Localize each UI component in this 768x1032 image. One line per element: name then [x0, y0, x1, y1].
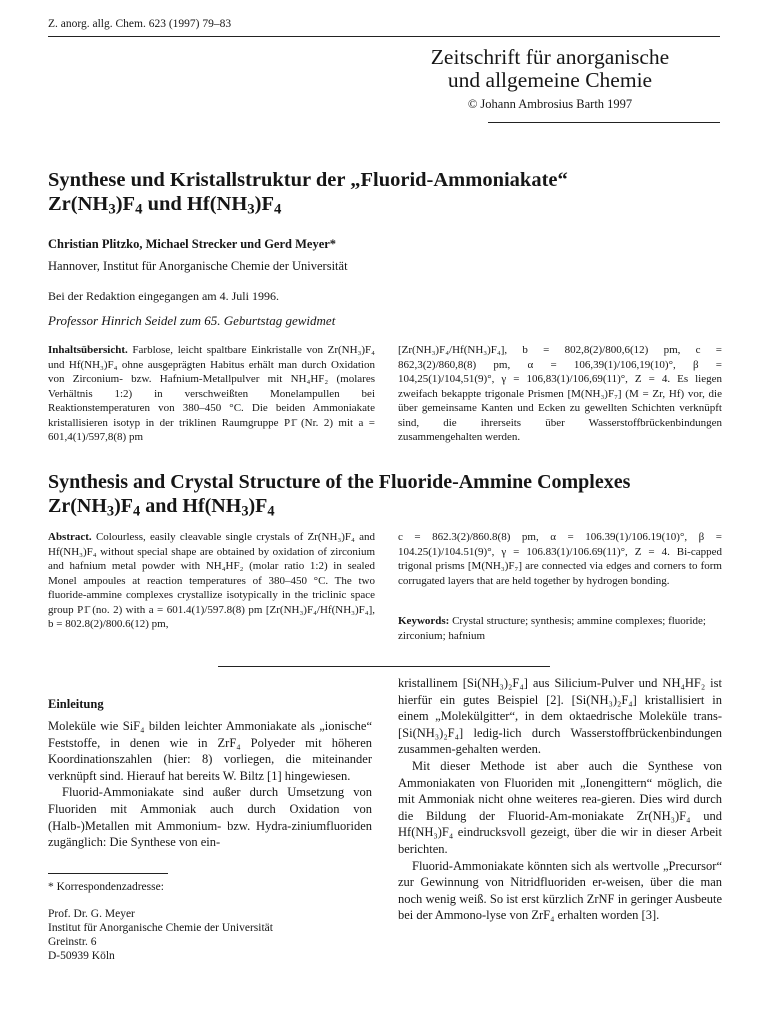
english-title-line-1: Synthesis and Crystal Structure of the Fluoride-Ammine Complexes	[48, 471, 631, 493]
body-paragraph: kristallinem [Si(NH₃)₂F₄] aus Silicium-Pulver und NH₄HF₂ ist hierfür ein gutes Beispiel [2]. [Si(NH₃)₂F₄] kristallisiert in einem „Molekülgitter“, in dem oktaedrische Moleküle trans-[Si(NH₃)₂F₄] ledig-lich durch Wasserstoffbrückenbindungen zusammen-gehalten werden.	[398, 676, 722, 757]
footnote-rule	[48, 873, 168, 874]
body-paragraph: Moleküle wie SiF₄ bilden leichter Ammoniakate als „ionische“ Feststoffe, in denen wie in ZrF₄ Polyeder mit höheren Koordinationszahlen (hier: 8) vorliegen, die miteinander verknüpft sind. Hierauf hat bereits W. Biltz [1] hingewiesen.	[48, 719, 372, 783]
english-title	[48, 470, 728, 518]
english-abstract-left-text: Colourless, easily cleavable single crystals of Zr(NH₃)F₄ and Hf(NH₃)F₄ without special shape are obtained by oxidation of zirconium and hafnium metal powder with NH₄HF₂ (molar ratio 1:2) in sealed Monel ampoules at reaction temperatures of 380–450 °C. The two fluoride-ammine complexes crystallize isotypically in the triclinic space group P1̄ (no. 2) with a = 601.4(1)/597.8(8) pm [Zr(NH₃)F₄/Hf(NH₃)F₄], b = 802.8(2)/800.6(12) pm,	[48, 531, 375, 630]
header-rule	[48, 36, 720, 37]
body-paragraph: Mit dieser Methode ist aber auch die Synthese von Ammoniakaten von Fluoriden mit „Ionengittern“ möglich, die mit Ammoniak nicht ohne weiteres rea-gieren. Dies wird durch die Bildung der Fluorid-Am-moniakate Zr(NH₃)F₄ und Hf(NH₃)F₄ eindrucksvoll gezeigt, über die wir in dieser Arbeit berichten.	[398, 758, 722, 856]
journal-title-line-1: Zeitschrift für anorganische	[430, 45, 670, 69]
dedication: Professor Hinrich Seidel zum 65. Geburtstag gewidmet	[48, 313, 336, 328]
section-heading: Einleitung	[48, 697, 104, 711]
body-paragraph: Fluorid-Ammoniakate sind außer durch Umsetzung von Fluoriden mit Ammoniak auch durch Oxidation von (Halb-)Metallen mit Ammonium- bzw. Hydra-ziniumfluoriden zugänglich: Die Synthese von ein-	[48, 785, 372, 850]
authors: Christian Plitzko, Michael Strecker und Gerd Meyer*	[48, 237, 337, 251]
german-title-line-1: Synthese und Kristallstruktur der „Fluorid-Ammoniakate“	[48, 169, 568, 191]
english-abstract-left	[48, 530, 375, 632]
english-title-line-2: $Zr(NH_3)F_4$ and $Hf(NH_3)F_4$	[48, 495, 275, 520]
german-abstract-left	[48, 343, 375, 445]
address-line: Prof. Dr. G. Meyer	[48, 908, 135, 920]
german-abstract-left-text: Farblose, leicht spaltbare Einkristalle von Zr(NH₃)F₄ und Hf(NH₃)F₄ ohne ausgeprägten Habitus erhält man durch Oxidation von Zirconium- bzw. Hafnium-Metallpulver mit NH₄HF₂ (molares Verhältnis 1:2) in verschweißten Monelampullen bei Reaktionstemperaturen von 380–450 °C. Die beiden Ammoniakate kristallisieren isotyp in der triklinen Raumgruppe P1̄ (Nr. 2) mit a = 601,4(1)/597,8(8) pm	[48, 344, 375, 443]
keywords	[398, 614, 722, 643]
german-abstract-right: [Zr(NH₃)F₄/Hf(NH₃)F₄], b = 802,8(2)/800,6(12) pm, c = 862,3(2)/860,8(8) pm, α = 106,39(1)/106,19(10)°, β = 104,25(1)/104,51(9)°, γ = 106,83(1)/106,69(11)°, Z = 4. Es liegen zweifach bekappte trigonale Prismen [M(NH₃)F₇] (M = Zr, Hf) vor, die über gemeinsame Kanten und Ecken zu gewellten Schichten verknüpft sind, die ihrerseits über Wasserstoffbrückenbindungen zusammengehalten werden.	[398, 344, 722, 443]
journal-reference: Z. anorg. allg. Chem. 623 (1997) 79–83	[48, 18, 232, 30]
german-title	[48, 168, 728, 216]
address-line: Greinstr. 6	[48, 936, 97, 948]
address-line: D-50939 Köln	[48, 950, 115, 962]
address-line: Institut für Anorganische Chemie der Universität	[48, 922, 273, 934]
keywords-label: Keywords:	[398, 615, 450, 627]
affiliation: Hannover, Institut für Anorganische Chemie der Universität	[48, 259, 348, 273]
journal-title-line-2: und allgemeine Chemie	[447, 68, 653, 92]
body-paragraph: Fluorid-Ammoniakate könnten sich als wertvolle „Precursor“ zur Gewinnung von Nitridfluoriden er-weisen, über die man noch wenig weiß. So ist erst kürzlich ZrNF in geringer Ausbeute bei der Ammono-lyse von ZrF₄ erhalten worden [3].	[398, 858, 722, 923]
body-right-column	[398, 675, 722, 924]
journal-title	[400, 46, 700, 92]
publisher-rule	[488, 122, 720, 123]
footnote-correspondence: * Korrespondenzadresse:	[48, 881, 164, 893]
footnote-address	[48, 907, 273, 963]
received-date: Bei der Redaktion eingegangen am 4. Juli 1996.	[48, 289, 279, 303]
german-abstract-label: Inhaltsübersicht.	[48, 344, 128, 356]
english-abstract-label: Abstract.	[48, 531, 92, 543]
body-left-column	[48, 718, 372, 851]
publisher-copyright: © Johann Ambrosius Barth 1997	[467, 97, 633, 111]
section-divider	[218, 666, 550, 667]
keywords-text: Crystal structure; synthesis; ammine complexes; fluoride; zirconium; hafnium	[398, 615, 706, 642]
english-abstract-right: c = 862.3(2)/860.8(8) pm, α = 106.39(1)/106.19(10)°, β = 104.25(1)/104.51(9)°, γ = 106.83(1)/106.69(11)°, Z = 4. Bi-capped trigonal prisms [M(NH₃)F₇] are connected via edges and corners to form corrugated layers that are held together by hydrogen bonding.	[398, 531, 722, 587]
german-title-line-2: $Zr(NH_3)F_4$ und $Hf(NH_3)F_4$	[48, 193, 282, 218]
